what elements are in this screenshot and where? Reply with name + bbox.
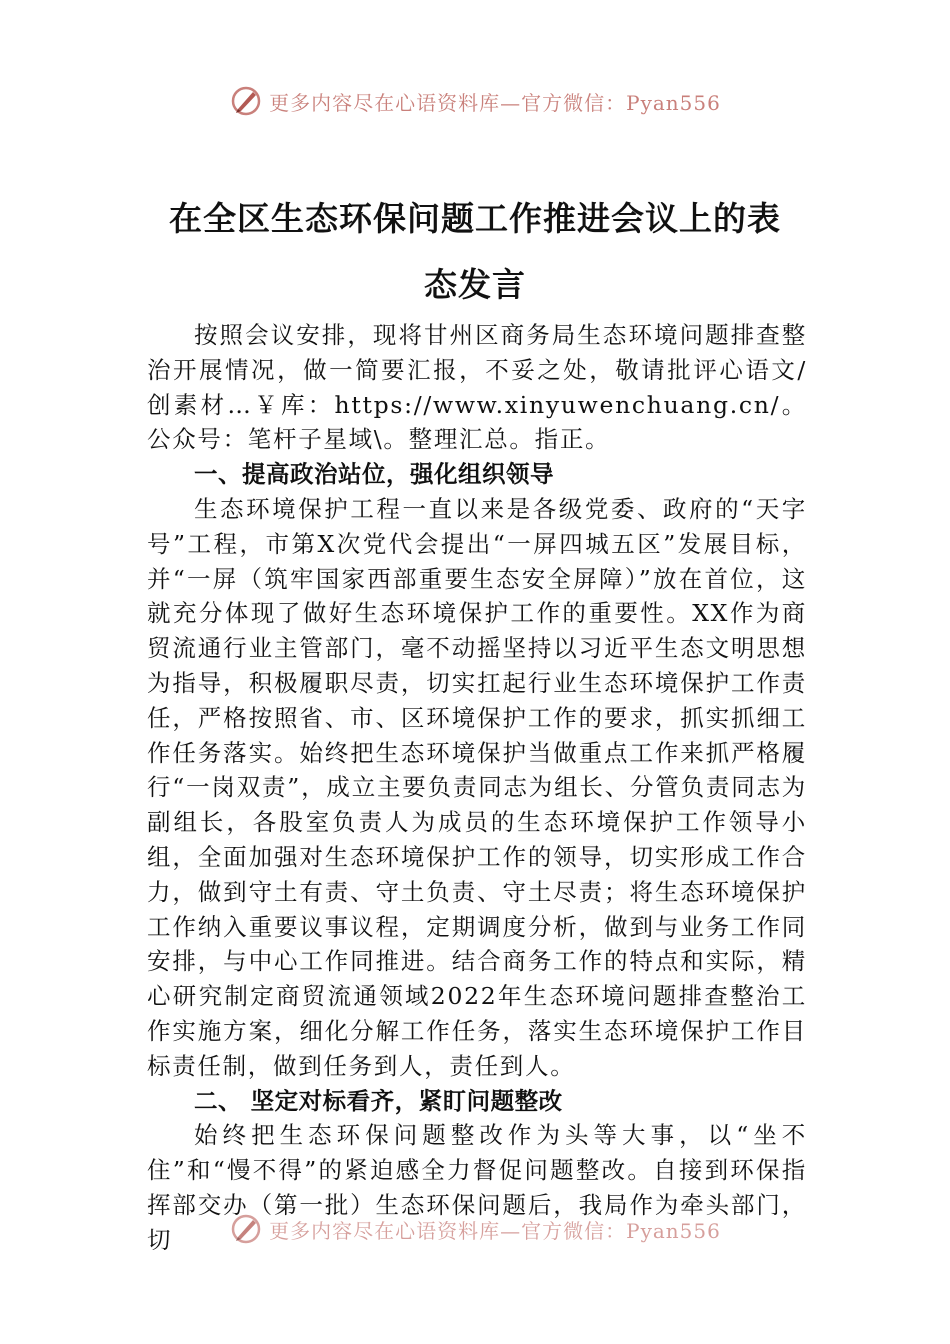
section-2-paragraph: 始终把生态环保问题整改作为头等大事，以“坐不住”和“慢不得”的紧迫感全力督促问题整改。自接到环保指挥部交办（第一批）生态环保问题后，我局作为牵头部门，切 bbox=[147, 1121, 807, 1254]
watermark-header bbox=[0, 84, 950, 118]
watermark-text: 更多内容尽在心语资料库—官方微信：Pyan556 bbox=[269, 90, 721, 115]
title-line-1: 在全区生态环保问题工作推进会议上的表 bbox=[169, 199, 781, 238]
intro-paragraph: 按照会议安排，现将甘州区商务局生态环境问题排查整治开展情况，做一简要汇报，不妥之处，敬请批评心语文/创素材…￥库：https://www.xinyuwenchuang.cn/。公众号：笔杆子星域\。整理汇总。指正。 bbox=[147, 321, 807, 454]
pen-logo-icon bbox=[229, 84, 263, 118]
pen-logo-icon bbox=[229, 1212, 263, 1246]
watermark-text: 更多内容尽在心语资料库—官方微信：Pyan556 bbox=[269, 1218, 721, 1243]
section-1-paragraph: 生态环境保护工程一直以来是各级党委、政府的“天字号”工程，市第X次党代会提出“一屏四城五区”发展目标，并“一屏（筑牢国家西部重要生态安全屏障）”放在首位，这就充分体现了做好生态环境保护工作的重要性。XX作为商贸流通行业主管部门，毫不动摇坚持以习近平生态文明思想为指导，积极履职尽责，切实扛起行业生态环境保护工作责任，严格按照省、市、区环境保护工作的要求，抓实抓细工作任务落实。始终把生态环境保护当做重点工作来抓严格履行“一岗双责”，成立主要负责同志为组长、分管负责同志为副组长，各股室负责人为成员的生态环境保护工作领导小组，全面加强对生态环境保护工作的领导，切实形成工作合力，做到守土有责、守土负责、守土尽责；将生态环境保护工作纳入重要议事议程，定期调度分析，做到与业务工作同安排，与中心工作同推进。结合商务工作的特点和实际，精心研究制定商贸流通领域2022年生态环境问题排查整治工作实施方案，细化分解工作任务，落实生态环境保护工作目标责任制，做到任务到人，责任到人。 bbox=[147, 494, 807, 1080]
document-title bbox=[140, 186, 810, 318]
document-body bbox=[147, 318, 807, 1258]
title-line-2: 态发言 bbox=[424, 265, 526, 304]
section-heading-1: 一、提高政治站位，强化组织领导 bbox=[194, 460, 554, 489]
watermark-footer bbox=[0, 1212, 950, 1246]
section-heading-2: 二、 坚定对标看齐，紧盯问题整改 bbox=[194, 1086, 563, 1115]
